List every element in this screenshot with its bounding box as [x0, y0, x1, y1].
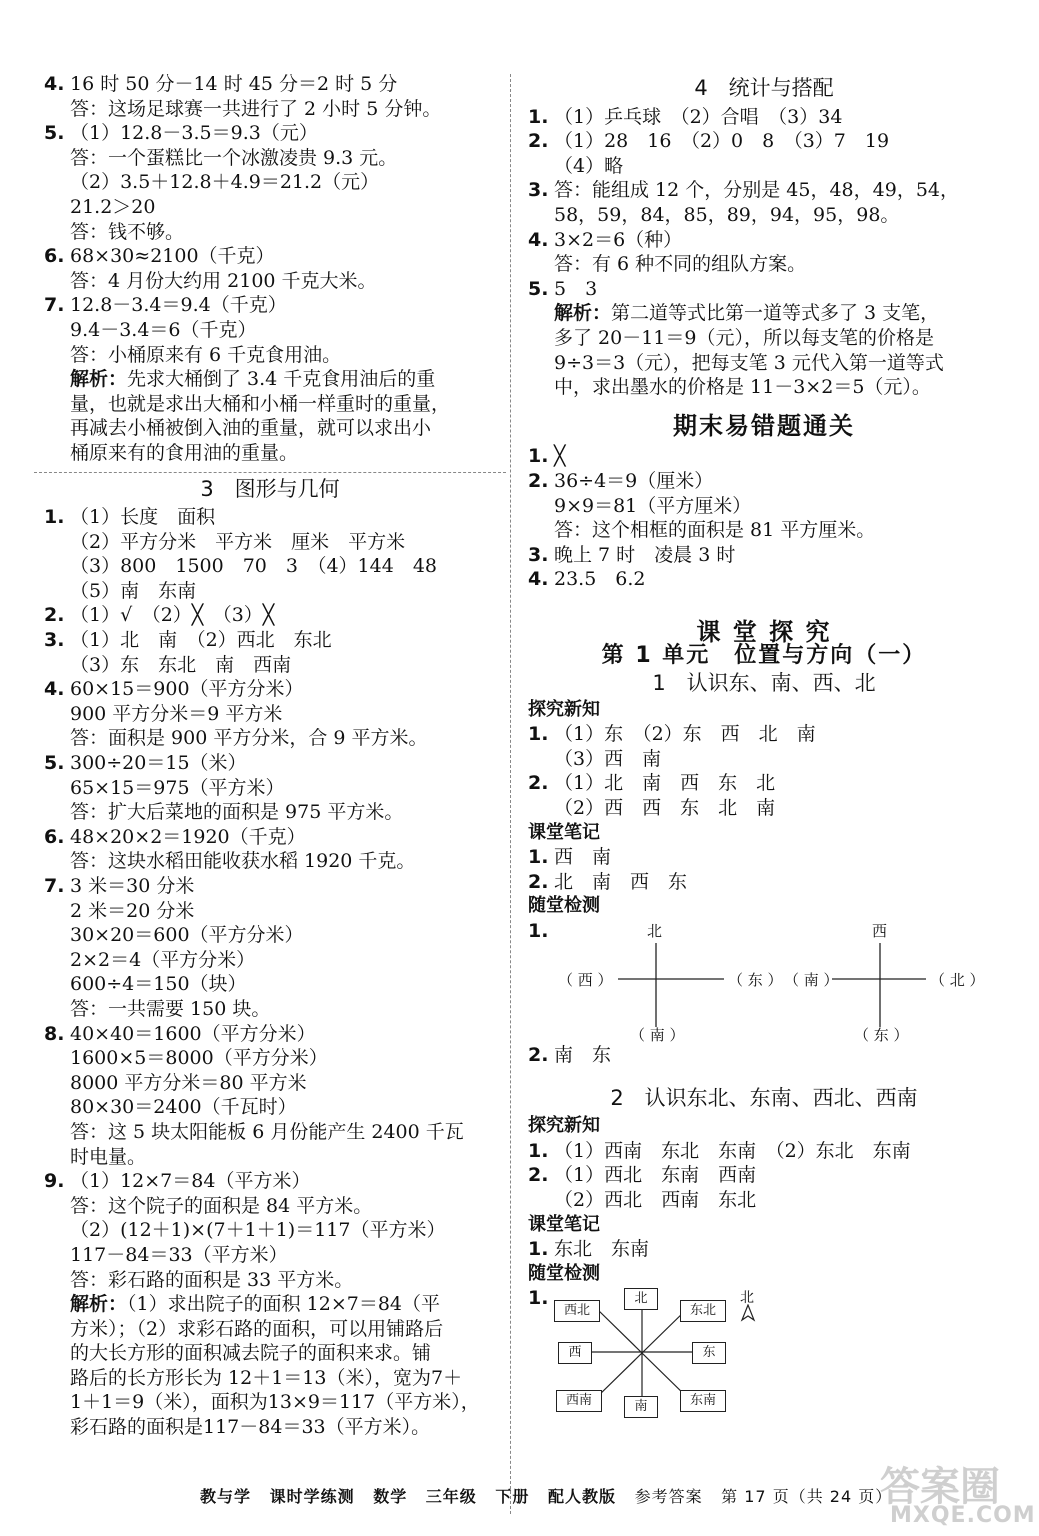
dir-box-north: 北 — [624, 1288, 658, 1310]
eight-direction-diagram — [528, 1286, 1000, 1416]
analysis-line: 的大长方形的面积减去院子的面积来求。铺 — [70, 1342, 432, 1365]
answer-line: 答：彩石路的面积是 33 平方米。 — [70, 1268, 354, 1291]
answer-line: 2. （1）√ （2）╳ （3）╳ — [44, 604, 275, 627]
answer-line: 答：小桶原来有 6 千克食用油。 — [70, 343, 342, 366]
subsection-label: 随堂检测 — [528, 895, 600, 917]
answer-line: 答：扩大后菜地的面积是 975 平方米。 — [70, 801, 404, 824]
watermark-site: MXQE.COM — [890, 1503, 1036, 1528]
answer-line: 2. （1）28 16 （2）0 8 （3）7 19 — [528, 130, 890, 153]
page-footer — [200, 1484, 904, 1507]
answer-line: （2）3.5＋12.8＋4.9＝21.2（元） — [70, 171, 380, 194]
answer-line: 答：这场足球赛一共进行了 2 小时 5 分钟。 — [70, 97, 442, 120]
answer-line: 3. 晚上 7 时 凌晨 3 时 — [528, 543, 736, 566]
analysis-line: 9÷3＝3（元），把每支笔 3 元代入第一道等式 — [554, 351, 944, 374]
answer-line: （2）西 西 东 北 南 — [554, 797, 776, 820]
answer-line: 9. （1）12×7＝84（平方米） — [44, 1170, 311, 1193]
watermark-text: 答案圈 — [880, 1464, 1000, 1510]
answer-line: 9×9＝81（平方厘米） — [554, 494, 752, 517]
answer-line: 80×30＝2400（千瓦时） — [70, 1096, 297, 1119]
lesson-title: 1 认识东、南、西、北 — [652, 671, 876, 696]
subsection-label: 探究新知 — [528, 698, 600, 720]
question-number: 1. — [528, 920, 549, 942]
answer-line: 9.4－3.4＝6（千克） — [70, 318, 257, 341]
analysis-line: 路后的长方形长为 12＋1＝13（米），宽为7＋ — [70, 1366, 463, 1389]
compass-2-top: 西 — [872, 922, 888, 940]
subsection-label: 课堂笔记 — [528, 821, 600, 843]
answer-line: 2 米＝20 分米 — [70, 899, 195, 922]
answer-line: 1. 东北 东南 — [528, 1238, 650, 1261]
answer-line: 2. （1）西北 东南 西南 — [528, 1164, 757, 1187]
answer-line: （3）800 1500 70 3 （4）144 48 — [70, 555, 438, 578]
subsection-label: 课堂笔记 — [528, 1213, 600, 1235]
section-divider — [34, 472, 506, 473]
answer-line: 4. 16 时 50 分－14 时 45 分＝2 时 5 分 — [44, 73, 398, 95]
north-marker-label: 北 — [740, 1290, 754, 1307]
answer-line: （4）略 — [554, 154, 624, 177]
section-title: 4 统计与搭配 — [694, 76, 834, 100]
answer-line: 答：这个院子的面积是 84 平方米。 — [70, 1194, 373, 1217]
answer-line: （3）东 东北 南 西南 — [70, 653, 292, 676]
answer-line: 答：有 6 种不同的组队方案。 — [554, 253, 807, 276]
answer-line: 2. 36÷4＝9（厘米） — [528, 469, 714, 492]
compass-1-left: （ 西 ） — [558, 971, 613, 989]
answer-line: 65×15＝975（平方米） — [70, 776, 285, 799]
footer-edition: 配人教版 — [547, 1487, 616, 1506]
answer-line: 答：这 5 块太阳能板 6 月份能产生 2400 千瓦 — [70, 1120, 464, 1143]
compass-diagrams — [528, 919, 1000, 1043]
answer-line: 1. （1）东 （2）东 西 北 南 — [528, 723, 816, 746]
compass-2-bottom: （ 东 ） — [854, 1026, 909, 1044]
watermark-logo — [880, 1455, 1036, 1528]
analysis-line: 彩石路的面积是117－84＝33（平方米）。 — [70, 1416, 431, 1439]
dir-box-south: 南 — [624, 1396, 658, 1418]
lesson-title: 2 认识东北、东南、西北、西南 — [610, 1085, 918, 1110]
answer-line: （3）西 南 — [554, 747, 662, 770]
answer-line: 答：一共需要 150 块。 — [70, 997, 271, 1020]
compass-1-bottom: （ 南 ） — [630, 1026, 685, 1044]
spacer — [528, 592, 1000, 620]
answer-line: 2×2＝4（平方分米） — [70, 948, 256, 971]
footer-page-number: 第 17 页（共 24 页） — [721, 1487, 893, 1506]
subsection-label: 探究新知 — [528, 1115, 600, 1137]
compass-1-right: （ 东 ） — [728, 971, 783, 989]
compass-1-top: 北 — [647, 922, 663, 940]
analysis-line: 方米）；（2）求彩石路的面积，可以用铺路后 — [70, 1317, 444, 1340]
right-column — [528, 72, 1000, 1416]
answer-line: 答：面积是 900 平方分米，合 9 平方米。 — [70, 727, 428, 750]
answer-line: 7. 3 米＝30 分米 — [44, 875, 195, 897]
answer-line: 6. 48×20×2＝1920（千克） — [44, 825, 306, 848]
answer-line: 时电量。 — [70, 1145, 147, 1168]
answer-line: 58，59，84，85，89，94，95，98。 — [554, 203, 900, 226]
answer-line: 2. 南 东 — [528, 1044, 612, 1066]
answer-line: 30×20＝600（平方分米） — [70, 924, 304, 947]
answer-line: 1. 西 南 — [528, 846, 612, 869]
answer-line: 117－84＝33（平方米） — [70, 1243, 288, 1266]
answer-line: 6. 68×30≈2100（千克） — [44, 245, 275, 268]
north-arrow-icon — [740, 1304, 756, 1322]
column-divider — [510, 74, 511, 1514]
answer-line: 3. （1）北 南 （2）西北 东北 — [44, 629, 332, 652]
answer-line: 答：4 月份大约用 2100 千克大米。 — [70, 269, 377, 292]
answer-line: （5）南 东南 — [70, 579, 197, 602]
answer-line: 8. 40×40＝1600（平方分米） — [44, 1022, 316, 1045]
analysis-line: 1＋1＝9（米），面积为13×9＝117（平方米）， — [70, 1391, 480, 1414]
answer-line: 答：这个相框的面积是 81 平方厘米。 — [554, 519, 876, 542]
compass-2-left: （ 南 ） — [784, 971, 839, 989]
analysis-line: 量，也就是求出大桶和小桶一样重时的重量， — [70, 392, 451, 415]
compass-2 — [784, 919, 984, 1043]
classroom-inquiry-title: 课 堂 探 究 — [696, 617, 832, 646]
compass-2-right: （ 北 ） — [930, 971, 985, 989]
answer-line: （2）(12＋1)×(7＋1＋1)＝117（平方米） — [70, 1219, 446, 1242]
dir-box-northwest: 西北 — [554, 1300, 600, 1322]
analysis-line: 多了 20－11＝9（元），所以每支笔的价格是 — [554, 326, 934, 349]
answer-line: 1. （1）西南 东北 东南 （2）东北 东南 — [528, 1139, 911, 1162]
answer-line: 8000 平方分米＝80 平方米 — [70, 1071, 307, 1094]
answer-line: 答：钱不够。 — [70, 220, 185, 243]
dir-box-southwest: 西南 — [556, 1390, 602, 1412]
answer-line: 1. ╳ — [528, 445, 566, 468]
spacer — [528, 1068, 1000, 1082]
answer-line: （2）西北 西南 东北 — [554, 1188, 757, 1211]
answer-line: 21.2＞20 — [70, 195, 156, 218]
analysis-line: 解析：（1）求出院子的面积 12×7＝84（平 — [70, 1293, 441, 1316]
dir-box-southeast: 东南 — [680, 1390, 726, 1412]
analysis-line: 桶原来有的食用油的重量。 — [70, 441, 299, 464]
compass-1 — [556, 919, 796, 1043]
analysis-line: 解析：先求大桶倒了 3.4 千克食用油后的重 — [70, 368, 436, 391]
answer-line: 600÷4＝150（块） — [70, 973, 247, 996]
answer-line: 5. 300÷20＝15（米） — [44, 752, 247, 775]
dir-box-east: 东 — [692, 1342, 726, 1364]
analysis-line: 再减去小桶被倒入油的重量，就可以求出小 — [70, 417, 432, 440]
answer-line: 1. （1）长度 面积 — [44, 506, 216, 529]
unit-title: 第 1 单元 位置与方向（一） — [601, 643, 927, 669]
question-number: 1. — [528, 1287, 549, 1310]
left-column — [44, 72, 496, 1440]
answer-line: 答：一个蛋糕比一个冰激凌贵 9.3 元。 — [70, 146, 398, 169]
footer-volume: 下册 — [495, 1487, 530, 1506]
section-title: 3 图形与几何 — [200, 476, 340, 501]
analysis-line: 解析：第二道等式比第一道等式多了 3 支笔， — [554, 302, 940, 325]
answer-line: 2. 北 南 西 东 — [528, 870, 688, 893]
answer-line: 1600×5＝8000（平方分米） — [70, 1047, 328, 1070]
footer-grade: 三年级 — [425, 1487, 477, 1506]
dir-box-northeast: 东北 — [680, 1300, 726, 1322]
answer-line: （2）平方分米 平方米 厘米 平方米 — [70, 530, 406, 553]
answer-line: 7. 12.8－3.4＝9.4（千克） — [44, 294, 287, 317]
answer-line: 5. 5 3 — [528, 277, 598, 300]
answer-line: 1. （1）乒乓球 （2）合唱 （3）34 — [528, 105, 843, 128]
footer-series: 课时学练测 — [269, 1487, 355, 1506]
analysis-line: 中，求出墨水的价格是 11－3×2＝5（元）。 — [554, 376, 931, 399]
footer-brand: 教与学 — [200, 1487, 252, 1506]
answer-line: 2. （1）北 南 西 东 北 — [528, 772, 776, 795]
footer-answers: 参考答案 — [634, 1487, 703, 1506]
answer-line: 4. 23.5 6.2 — [528, 568, 646, 591]
answer-line: 4. 60×15＝900（平方分米） — [44, 678, 304, 701]
dir-box-west: 西 — [558, 1342, 592, 1364]
final-review-title: 期末易错题通关 — [673, 411, 855, 440]
answer-line: 4. 3×2＝6（种） — [528, 228, 683, 251]
subsection-label: 随堂检测 — [528, 1262, 600, 1284]
answer-line: 3. 答：能组成 12 个，分别是 45，48，49，54， — [528, 179, 960, 202]
answer-line: 答：这块水稻田能收获水稻 1920 千克。 — [70, 850, 416, 873]
answer-line: 5. （1）12.8－3.5＝9.3（元） — [44, 122, 318, 145]
answer-line: 900 平方分米＝9 平方米 — [70, 702, 283, 725]
footer-subject: 数学 — [373, 1487, 408, 1506]
